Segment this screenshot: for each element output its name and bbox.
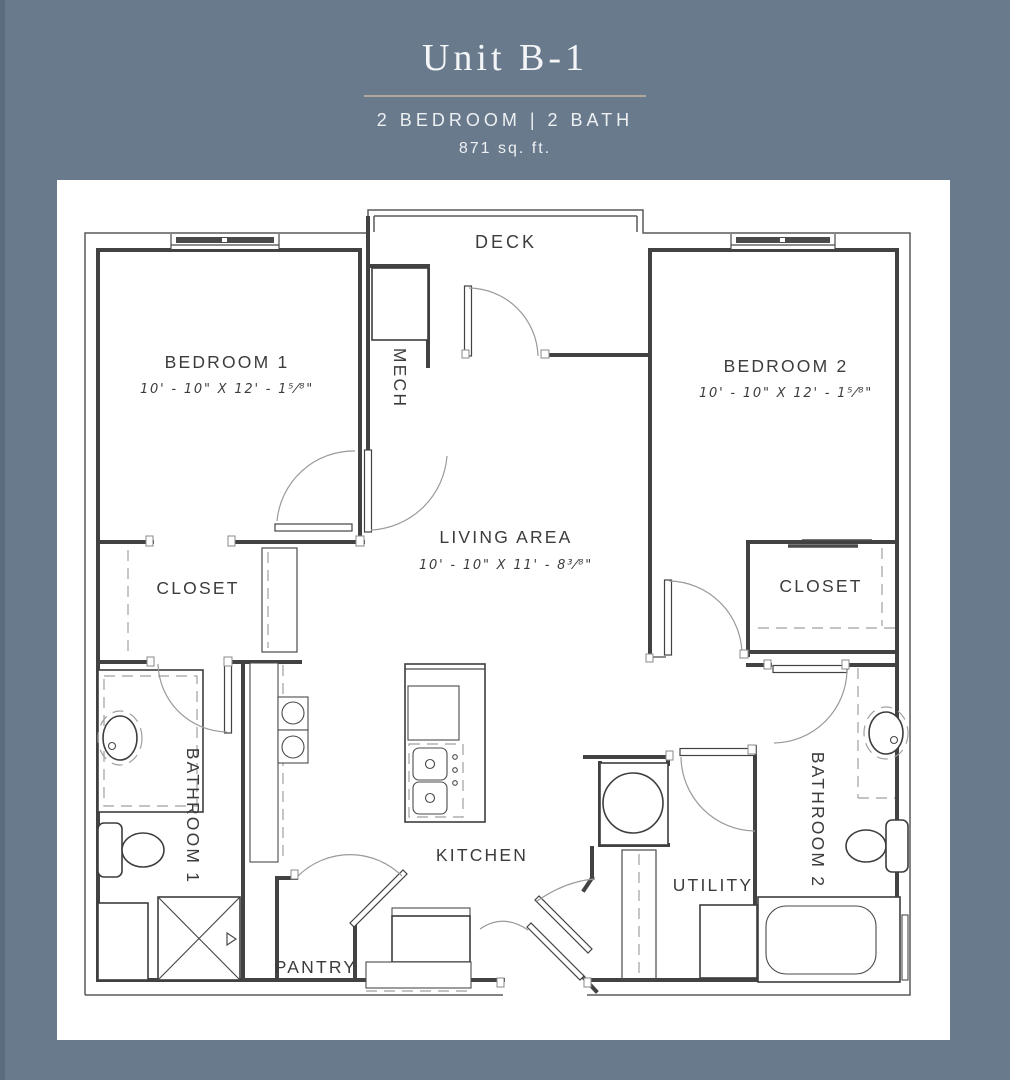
washer-icon (600, 763, 668, 845)
bathroom2-door (773, 666, 847, 744)
unit-title: Unit B-1 (421, 37, 589, 79)
bathroom1-sink-icon (98, 711, 142, 765)
deck-door (465, 286, 539, 356)
square-footage: 871 sq. ft. (458, 140, 552, 157)
bedroom2-label: BEDROOM 2 (723, 356, 849, 376)
bathroom1-toilet-icon (98, 823, 164, 877)
kitchen-label: KITCHEN (435, 845, 529, 865)
mech-door (365, 450, 448, 532)
bathroom1-shower (158, 897, 240, 980)
range-icon (366, 908, 471, 991)
closet1-partition-wall (262, 548, 297, 652)
entry-door (480, 879, 595, 980)
pantry-label: PANTRY (274, 957, 358, 977)
bedroom2-door (665, 580, 743, 655)
kitchen-island (405, 664, 485, 822)
cooktop-icon (278, 697, 308, 763)
bathroom2-label: BATHROOM 2 (808, 751, 828, 889)
closet2-label: CLOSET (779, 576, 863, 596)
pantry-door (298, 855, 407, 927)
deck-label: DECK (474, 232, 538, 252)
bathtub-icon (758, 897, 908, 982)
bathroom2-toilet-icon (846, 820, 908, 872)
bathroom1-label: BATHROOM 1 (183, 747, 203, 885)
utility-label: UTILITY (672, 875, 754, 895)
bedroom2-window (731, 234, 835, 249)
bathroom2-sink-icon (864, 707, 908, 759)
living-area-dimensions: 10' - 10" X 11' - 8³⁄⁸" (418, 558, 594, 573)
exterior-wall-outline (85, 210, 910, 995)
bedroom2-dimensions: 10' - 10" X 12' - 1⁵⁄⁸" (698, 386, 874, 401)
closet1-label: CLOSET (156, 578, 240, 598)
interior-walls (98, 218, 897, 991)
utility-chase (622, 850, 656, 980)
bedroom1-label: BEDROOM 1 (164, 352, 290, 372)
dryer-icon (700, 905, 757, 978)
bedroom1-window (171, 234, 279, 249)
bedroom1-dimensions: 10' - 10" X 12' - 1⁵⁄⁸" (139, 382, 315, 397)
mech-label: MECH (390, 347, 410, 409)
living-area-label: LIVING AREA (439, 527, 573, 547)
bedroom1-door (275, 451, 355, 531)
mech-equipment (372, 268, 428, 340)
bathroom1-linen-cabinet (98, 903, 148, 980)
utility-door (680, 749, 755, 832)
bed-bath-subtitle: 2 BEDROOM | 2 BATH (376, 110, 634, 130)
room-labels (140, 232, 873, 977)
